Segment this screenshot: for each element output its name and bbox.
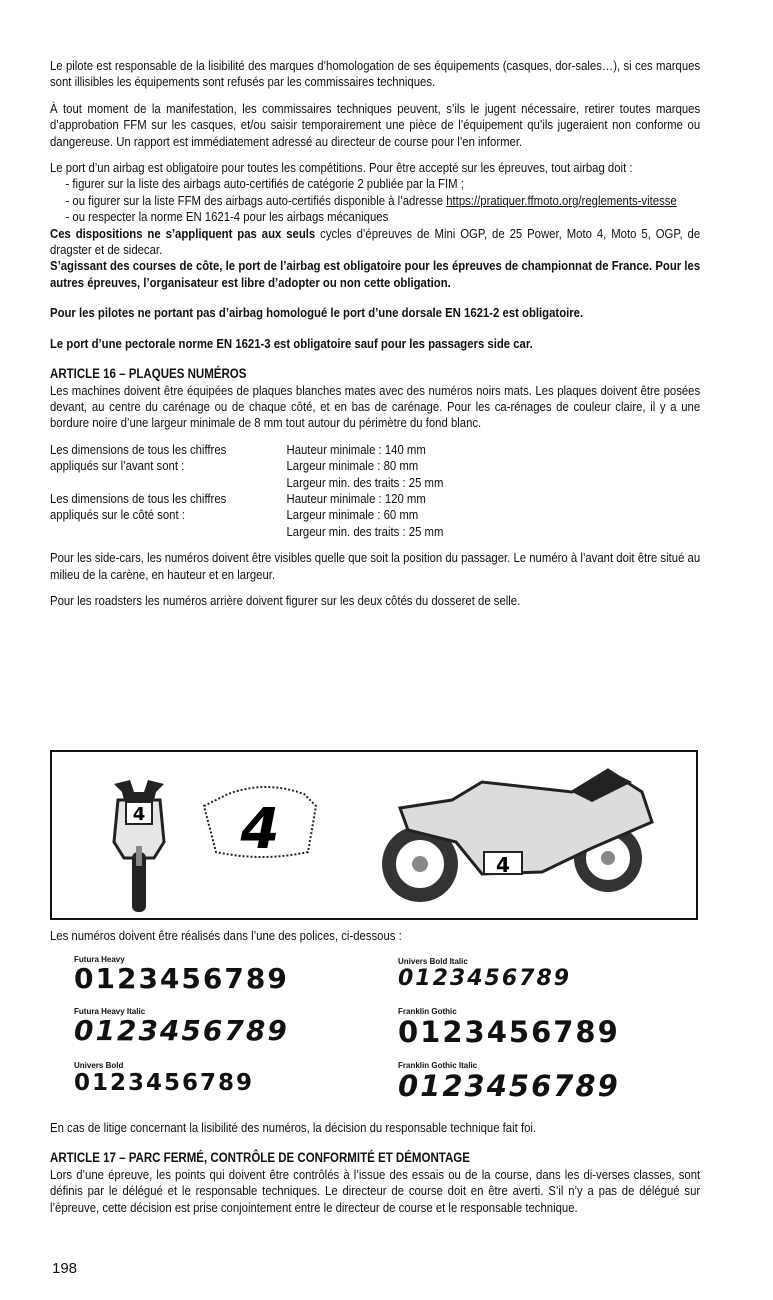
number-plate-icon	[204, 787, 316, 862]
article-17-title: ARTICLE 17 – PARC FERMÉ, CONTRÔLE DE CONFORMITÉ ET DÉMONTAGE	[50, 1150, 470, 1166]
paragraph-commissaires: À tout moment de la manifestation, les commissaires techniques peuvent, s’ils le jugent nécessaire, retirer toutes marques d’approbation FFM sur les casques, et/ou saisir temporairement une pièce de l’équipement qu’ils jugeraient non conforme ou dangereuse. Un rapport est immédiatement adressé au directeur de course pour l’en informer.	[50, 100, 701, 149]
paragraph-dorsale: Pour les pilotes ne portant pas d’airbag homologué le port d’une dorsale EN 1621-2 est obligatoire.	[50, 305, 584, 321]
list-item: - figurer sur la liste des airbags auto-certifiés de catégorie 2 publiée par la FIM ;	[65, 176, 464, 192]
front-number: 4	[132, 804, 146, 825]
ffm-link[interactable]: https://pratiquer.ffmoto.org/reglements-vitesse	[446, 192, 677, 208]
paragraph-homologation: Le pilote est responsable de la lisibilité des marques d’homologation de ses équipements (casques, dor-sales…), si ces marques sont illisibles les équipements sont refusés par les commissaires techniques.	[50, 58, 701, 90]
article-16-paragraph: Les machines doivent être équipées de plaques blanches mates avec des numéros noirs mats. Les plaques doivent être posées devant, au centre du carénage ou de chaque côté, et en bas de carénage. Pour les ca-rénages de couleur claire, il y a une bordure noire d’une largeur minimale de 8 mm tout autour du périmètre du fond blanc.	[50, 382, 701, 431]
list-item: - ou respecter la norme EN 1621-4 pour les airbags mécaniques	[65, 209, 389, 225]
side-view-bike-icon	[382, 770, 652, 902]
dimensions-table: Les dimensions de tous les chiffres appliqués sur l’avant sont : Les dimensions de tous les chiffres appliqués sur le côté sont : Hauteur minimale : 140 mm Largeur minimale : 80 mm Largeur min. des traits : 25 mm Hauteur minimale : 120 mm Largeur minimale : 60 mm Largeur min. des traits : 25 mm	[50, 441, 444, 539]
paragraph-roadsters: Pour les roadsters les numéros arrière doivent figurer sur les deux côtés du dosseret de selle.	[50, 592, 521, 608]
number-plate-illustration	[50, 750, 698, 920]
article-17-paragraph: Lors d’une épreuve, les points qui doivent être contrôlés à l’issue des essais ou de la course, dans les di-verses classes, sont définis par le délégué et le responsable techniques. Le directeur de course doit en être averti. S’il n’y a pas de délégué sur l’épreuve, cette décision est prise conjointement entre le directeur de course et le responsable technique.	[50, 1166, 701, 1215]
paragraph-sidecars: Pour les side-cars, les numéros doivent être visibles quelle que soit la position du passager. Le numéro à l’avant doit être situé au milieu de la carène, en hauteur et en largeur.	[50, 550, 701, 582]
page-body	[50, 58, 701, 619]
font-sample: Franklin Gothic 0123456789	[398, 1007, 620, 1049]
paragraph-litige: En cas de litige concernant la lisibilité des numéros, la décision du responsable technique fait foi.	[50, 1120, 537, 1135]
side-number: 4	[496, 853, 510, 877]
list-item: - ou figurer sur la liste FFM des airbags auto-certifiés disponible à l’adresse https://pratiquer.ffmoto.org/reglements-vitesse	[65, 192, 677, 208]
font-sample: Futura Heavy 0123456789	[74, 955, 289, 995]
article-16-title: ARTICLE 16 – PLAQUES NUMÉROS	[50, 366, 247, 382]
font-samples	[72, 955, 692, 1105]
front-view-bike-icon	[114, 780, 164, 912]
paragraph-pectorale: Le port d’une pectorale norme EN 1621-3 est obligatoire sauf pour les passagers side car.	[50, 335, 533, 351]
font-sample: Futura Heavy Italic 0123456789	[74, 1007, 289, 1047]
airbag-requirements-list	[50, 176, 700, 225]
paragraph-cote: S’agissant des courses de côte, le port de l’airbag est obligatoire pour les épreuves de championnat de France. Pour les autres épreuves, l’organisateur est libre d’adopter ou non cette obligation.	[50, 258, 701, 290]
font-sample: Univers Bold 0123456789	[74, 1061, 255, 1096]
paragraph-airbag: Le port d’un airbag est obligatoire pour toutes les compétitions. Pour être accepté sur les épreuves, tout airbag doit :	[50, 160, 633, 176]
paragraph-exceptions: Ces dispositions ne s’appliquent pas aux seuls cycles d’épreuves de Mini OGP, de 25 Power, Moto 4, Moto 5, OGP, de dragster et de sidecar.	[50, 225, 701, 258]
motorcycle-drawing	[52, 752, 696, 918]
page-body-after	[50, 1120, 701, 1226]
font-sample: Franklin Gothic Italic 0123456789	[398, 1061, 620, 1103]
plate-number: 4	[240, 797, 280, 862]
fonts-caption: Les numéros doivent être réalisés dans l’une des polices, ci-dessous :	[50, 928, 402, 943]
font-sample: Univers Bold Italic 0123456789	[398, 957, 572, 991]
page-number: 198	[52, 1260, 78, 1277]
